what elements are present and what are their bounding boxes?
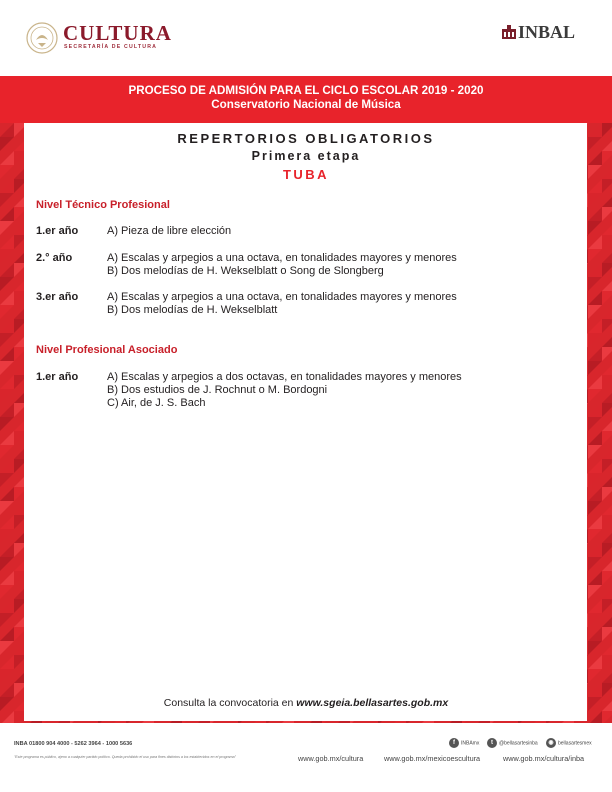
pattern-triangle (602, 277, 612, 291)
pattern-triangle (0, 711, 14, 723)
building-icon (502, 25, 516, 39)
pattern-triangle (0, 557, 14, 571)
pattern-triangle (602, 445, 612, 459)
social-label: @bellasartesinba (499, 740, 538, 747)
pattern-triangle (602, 361, 612, 375)
repertoire-item: A) Escalas y arpegios a una octava, en tonalidades mayores y menores (107, 252, 457, 264)
year-label: 2.° año (36, 252, 73, 264)
pattern-triangle (0, 515, 14, 529)
cultura-logo (26, 20, 226, 60)
pattern-triangle (588, 459, 602, 473)
pattern-triangle (0, 193, 14, 207)
pattern-triangle (588, 235, 602, 249)
page-footer (0, 723, 612, 792)
pattern-triangle (0, 361, 14, 375)
pattern-triangle (588, 305, 602, 319)
pattern-triangle (0, 571, 14, 585)
pattern-triangle (602, 515, 612, 529)
pattern-triangle (602, 501, 612, 515)
pattern-triangle (0, 249, 14, 263)
pattern-triangle (0, 613, 14, 627)
footer-url-inba[interactable]: www.gob.mx/cultura/inba (503, 754, 585, 763)
pattern-triangle (602, 417, 612, 431)
pattern-triangle (588, 571, 602, 585)
inba-phone-line: INBA 01800 904 4000 - 5262 3964 - 1000 5636 (14, 741, 133, 747)
pattern-triangle (602, 529, 612, 543)
pattern-triangle (588, 403, 602, 417)
repertoire-item: B) Dos melodías de H. Wekselblatt o Song de Slongberg (107, 265, 384, 277)
pattern-triangle (588, 263, 602, 277)
pattern-triangle (0, 417, 14, 431)
pattern-triangle (602, 347, 612, 361)
banner-title: PROCESO DE ADMISIÓN PARA EL CICLO ESCOLAR 2019 - 2020 (128, 84, 484, 97)
pattern-triangle (588, 515, 602, 529)
footer-url-cultura[interactable]: www.gob.mx/cultura (298, 754, 364, 763)
pattern-triangle (0, 627, 14, 641)
pattern-triangle (588, 529, 602, 543)
pattern-triangle (588, 291, 602, 305)
content-card (24, 123, 587, 721)
pattern-triangle (588, 249, 602, 263)
pattern-triangle (588, 613, 602, 627)
mexico-eagle-emblem-icon (26, 22, 58, 54)
repertoire-item: B) Dos estudios de J. Rochnut o M. Bordogni (107, 384, 328, 396)
social-facebook[interactable] (449, 738, 479, 748)
pattern-triangle (588, 543, 602, 557)
year-label: 1.er año (36, 371, 79, 383)
repertoire-item: A) Pieza de libre elección (107, 225, 232, 237)
pattern-triangle (602, 207, 612, 221)
pattern-triangle (602, 375, 612, 389)
pattern-triangle (588, 655, 602, 669)
pattern-triangle (588, 333, 602, 347)
twitter-icon: t (487, 738, 497, 748)
pattern-triangle (602, 641, 612, 655)
pattern-triangle (0, 319, 14, 333)
pattern-triangle (0, 445, 14, 459)
convocatoria-link[interactable]: www.sgeia.bellasartes.gob.mx (296, 697, 449, 709)
pattern-triangle (602, 683, 612, 697)
pattern-triangle (602, 333, 612, 347)
pattern-triangle (588, 431, 602, 445)
pattern-triangle (602, 403, 612, 417)
repertoire-item: C) Air, de J. S. Bach (107, 397, 206, 409)
footer-url-mexicoescultura[interactable]: www.gob.mx/mexicoescultura (384, 754, 481, 763)
pattern-triangle (588, 417, 602, 431)
pattern-triangle (588, 221, 602, 235)
instrument-title: TUBA (282, 167, 330, 182)
pattern-triangle (0, 305, 14, 319)
legal-note: "Este programa es público, ajeno a cualquier partido político. Queda prohibido el uso para fines distintos a los establecidos en el programa" (14, 755, 236, 759)
pattern-triangle (602, 711, 612, 723)
pattern-triangle (588, 347, 602, 361)
pattern-triangle (602, 291, 612, 305)
inbal-logo (500, 22, 595, 44)
pattern-triangle (602, 557, 612, 571)
repertoire-item: A) Escalas y arpegios a dos octavas, en tonalidades mayores y menores (107, 371, 462, 383)
repertoire-item: A) Escalas y arpegios a una octava, en tonalidades mayores y menores (107, 291, 457, 303)
consulta-text: Consulta la convocatoria en (163, 697, 297, 709)
admission-banner (0, 76, 612, 123)
pattern-triangle (602, 249, 612, 263)
pattern-triangle (588, 641, 602, 655)
year-label: 3.er año (36, 291, 79, 303)
pattern-triangle (602, 473, 612, 487)
pattern-triangle (602, 305, 612, 319)
pattern-triangle (0, 347, 14, 361)
pattern-triangle (0, 487, 14, 501)
pattern-triangle (588, 375, 602, 389)
pattern-triangle (0, 655, 14, 669)
cultura-logo-title: CULTURA (63, 21, 172, 45)
pattern-triangle (588, 585, 602, 599)
pattern-triangle (602, 571, 612, 585)
section-heading: Nivel Técnico Profesional (36, 199, 170, 211)
pattern-triangle (0, 277, 14, 291)
pattern-triangle (602, 389, 612, 403)
pattern-triangle (588, 599, 602, 613)
pattern-triangle (0, 599, 14, 613)
pattern-triangle (588, 501, 602, 515)
pattern-triangle (0, 291, 14, 305)
pattern-triangle (0, 529, 14, 543)
pattern-triangle (0, 389, 14, 403)
pattern-triangle (0, 473, 14, 487)
pattern-triangle (588, 445, 602, 459)
pattern-triangle (602, 487, 612, 501)
page-header (0, 0, 612, 76)
pattern-triangle (0, 669, 14, 683)
pattern-triangle (588, 711, 602, 723)
year-label: 1.er año (36, 225, 79, 237)
pattern-triangle (602, 613, 612, 627)
pattern-triangle (588, 669, 602, 683)
pattern-triangle (588, 319, 602, 333)
pattern-triangle (0, 207, 14, 221)
pattern-triangle (588, 389, 602, 403)
pattern-triangle (0, 375, 14, 389)
pattern-triangle (602, 319, 612, 333)
social-twitter[interactable] (487, 738, 538, 748)
pattern-triangle (602, 599, 612, 613)
pattern-triangle (0, 585, 14, 599)
pattern-triangle (602, 431, 612, 445)
pattern-triangle (602, 459, 612, 473)
pattern-triangle (0, 543, 14, 557)
pattern-triangle (0, 221, 14, 235)
pattern-triangle (602, 543, 612, 557)
pattern-triangle (602, 235, 612, 249)
pattern-triangle (602, 221, 612, 235)
pattern-triangle (0, 403, 14, 417)
pattern-triangle (0, 235, 14, 249)
pattern-triangle (588, 627, 602, 641)
pattern-triangle (602, 627, 612, 641)
pattern-triangle (0, 431, 14, 445)
instagram-icon: ◉ (546, 738, 556, 748)
social-label: INBAmx (461, 740, 480, 747)
pattern-triangle (0, 501, 14, 515)
document-stage: Primera etapa (251, 149, 361, 163)
pattern-triangle (588, 361, 602, 375)
pattern-triangle (0, 459, 14, 473)
pattern-triangle (0, 263, 14, 277)
cultura-logo-subtitle: SECRETARÍA DE CULTURA (64, 44, 158, 50)
pattern-triangle (602, 585, 612, 599)
pattern-triangle (602, 669, 612, 683)
pattern-triangle (0, 333, 14, 347)
pattern-triangle (0, 683, 14, 697)
pattern-triangle (588, 193, 602, 207)
document-title: REPERTORIOS OBLIGATORIOS (177, 131, 435, 146)
section-heading: Nivel Profesional Asociado (36, 344, 178, 356)
pattern-triangle (588, 557, 602, 571)
pattern-triangle (588, 487, 602, 501)
social-label: bellasartesmex (558, 740, 592, 747)
pattern-triangle (0, 641, 14, 655)
consulta-line (0, 697, 612, 709)
repertoire-item: B) Dos melodías de H. Wekselblatt (107, 304, 278, 316)
social-instagram[interactable] (546, 738, 592, 748)
pattern-triangle (602, 263, 612, 277)
pattern-triangle (602, 655, 612, 669)
facebook-icon: f (449, 738, 459, 748)
pattern-triangle (588, 277, 602, 291)
pattern-triangle (588, 207, 602, 221)
pattern-triangle (588, 683, 602, 697)
pattern-triangle (602, 193, 612, 207)
inbal-logo-title: INBAL (518, 22, 576, 42)
pattern-triangle (588, 473, 602, 487)
banner-subtitle: Conservatorio Nacional de Música (211, 98, 401, 111)
